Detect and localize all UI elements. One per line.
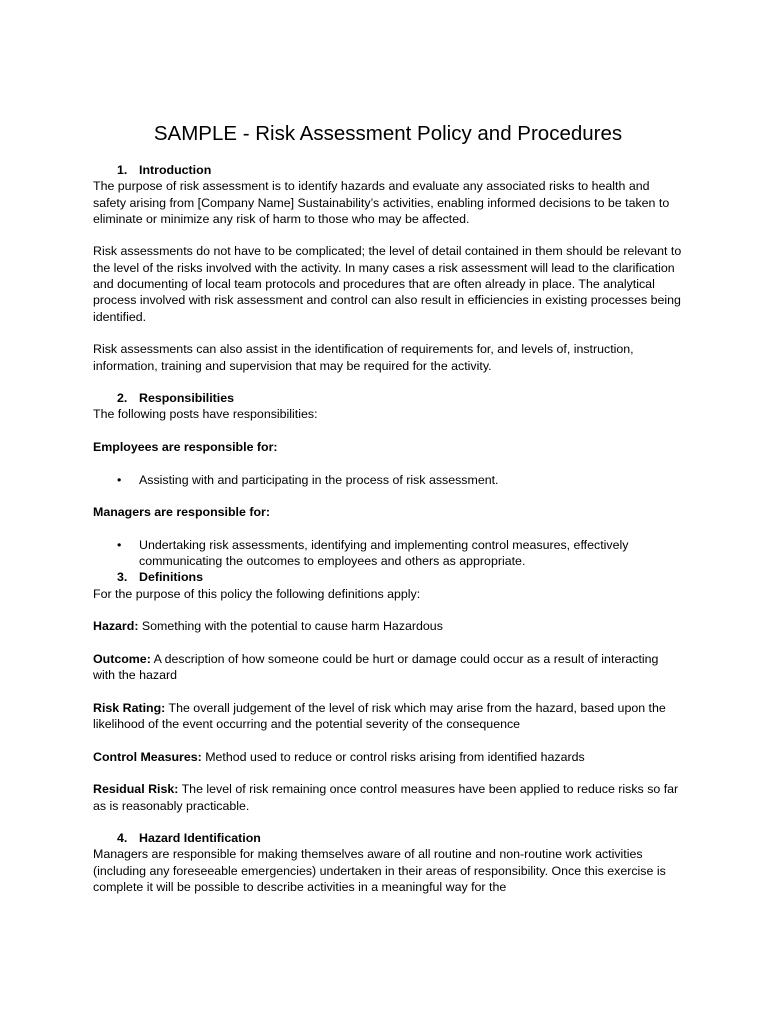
definition-term: Residual Risk:	[93, 782, 179, 797]
list-item	[93, 537, 683, 570]
intro-paragraph-1: The purpose of risk assessment is to identify hazards and evaluate any associated risks to health and safety arising from [Company Name] Sustainability’s activities, enabling informed decisions to be taken to eliminate or minimize any risk of harm to those who may be affected.	[93, 179, 670, 226]
section-number: 2.	[117, 391, 128, 406]
definition-risk-rating	[93, 700, 683, 733]
section-heading-definitions	[93, 569, 683, 585]
definition-text: The overall judgement of the level of risk which may arise from the hazard, based upon the likelihood of the event occurring and the potential severity of the consequence	[93, 700, 666, 732]
bullet-icon: •	[117, 537, 122, 552]
intro-paragraph-2: Risk assessments do not have to be complicated; the level of detail contained in them should be relevant to the level of the risks involved with the activity. In many cases a risk assessment will lead to the clarification and documenting of local team protocols and procedures that are often already in place. The analytical process involved with risk assessment and control can also result in efficiencies in existing processes being identified.	[93, 244, 682, 324]
definition-hazard	[93, 618, 683, 634]
definition-outcome	[93, 651, 683, 684]
section-heading-text: Responsibilities	[139, 391, 235, 406]
definition-term: Risk Rating:	[93, 700, 166, 715]
section-number: 3.	[117, 570, 128, 585]
document-page	[93, 120, 683, 895]
document-title: SAMPLE - Risk Assessment Policy and Procedures	[153, 122, 623, 145]
hazard-identification-paragraph: Managers are responsible for making themselves aware of all routine and non-routine work activities (including any foreseeable emergencies) undertaken in their areas of responsibility. Once this exercise is complete it will be possible to describe activities in a meaningful way for the	[93, 847, 666, 895]
definition-text: Something with the potential to cause harm Hazardous	[138, 619, 443, 634]
section-number: 4.	[117, 831, 128, 846]
list-item	[93, 472, 683, 488]
definition-control-measures	[93, 749, 683, 765]
section-heading-text: Definitions	[139, 570, 204, 585]
definition-term: Outcome:	[93, 651, 151, 666]
managers-label: Managers are responsible for:	[93, 505, 270, 520]
definition-residual-risk	[93, 781, 683, 814]
section-number: 1.	[117, 163, 128, 177]
definition-term: Control Measures:	[93, 749, 202, 764]
definition-text: A description of how someone could be hurt or damage could occur as a result of interacting with the hazard	[93, 651, 659, 683]
list-item-text: Assisting with and participating in the process of risk assessment.	[139, 472, 499, 487]
intro-paragraph-3: Risk assessments can also assist in the identification of requirements for, and levels of, instruction, information, training and supervision that may be required for the activity.	[93, 342, 634, 373]
definitions-intro: For the purpose of this policy the following definitions apply:	[93, 586, 421, 601]
definition-term: Hazard:	[93, 619, 139, 634]
section-heading-responsibilities	[93, 390, 683, 406]
bullet-icon: •	[117, 472, 122, 487]
section-heading-text: Hazard Identification	[139, 831, 261, 846]
section-heading-introduction	[93, 162, 683, 178]
section-heading-hazard-identification	[93, 830, 683, 846]
definition-text: Method used to reduce or control risks arising from identified hazards	[201, 749, 585, 764]
responsibilities-intro: The following posts have responsibilities:	[93, 407, 318, 422]
section-heading-text: Introduction	[139, 163, 212, 177]
definition-text: The level of risk remaining once control measures have been applied to reduce risks so far as is reasonably practicable.	[93, 782, 679, 813]
employees-label: Employees are responsible for:	[93, 440, 278, 455]
list-item-text: Undertaking risk assessments, identifying and implementing control measures, effectively communicating the outcomes to employees and others as appropriate.	[139, 537, 629, 569]
